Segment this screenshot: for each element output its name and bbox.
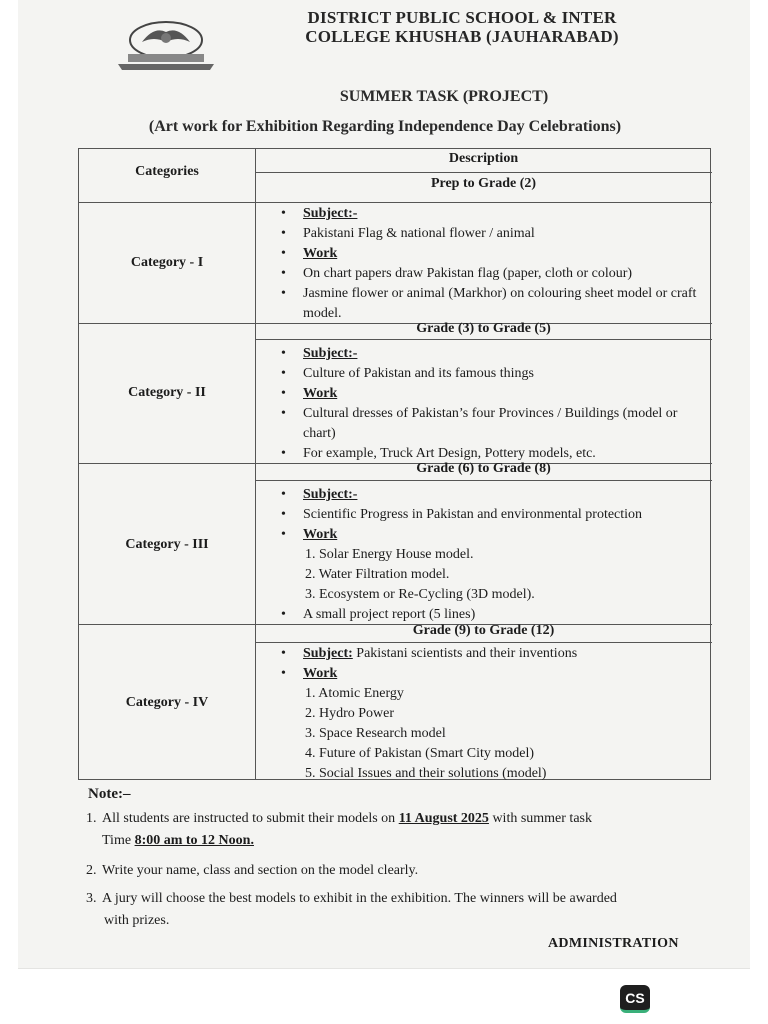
table-divider — [255, 339, 712, 340]
list-item: • Work — [277, 244, 709, 264]
list-item: • Subject: Pakistani scientists and their inventions — [277, 644, 709, 664]
table-divider — [255, 642, 712, 643]
categories-table — [78, 148, 711, 780]
list-item: • Scientific Progress in Pakistan and environmental protection — [277, 505, 709, 525]
category-items — [277, 644, 709, 784]
category-items — [277, 485, 709, 625]
list-item: • Pakistani Flag & national flower / animal — [277, 224, 709, 244]
grade-range: Prep to Grade (2) — [430, 176, 537, 191]
page-title: SUMMER TASK (PROJECT) — [339, 88, 549, 105]
grade-range: Grade (9) to Grade (12) — [412, 623, 555, 638]
list-item: 2. Hydro Power — [305, 706, 395, 721]
notes-heading: Note:– — [88, 786, 131, 802]
list-item: • A small project report (5 lines) — [277, 605, 709, 625]
table-divider — [255, 480, 712, 481]
list-item: 1. Solar Energy House model. — [305, 547, 474, 562]
list-item: • Cultural dresses of Pakistan’s four Provinces / Buildings (model or chart) — [277, 404, 709, 444]
list-item: • Work — [277, 525, 709, 545]
list-item: 4. Future of Pakistan (Smart City model) — [305, 746, 535, 761]
list-item: 3. Space Research model — [305, 726, 446, 741]
category-items — [277, 204, 709, 324]
list-item: • On chart papers draw Pakistan flag (paper, cloth or colour) — [277, 264, 709, 284]
table-divider — [255, 172, 712, 173]
signature-administration: ADMINISTRATION — [548, 936, 679, 951]
camscanner-icon: CS — [620, 985, 650, 1013]
list-item: • Work — [277, 384, 709, 404]
list-item: 2. Water Filtration model. — [305, 567, 450, 582]
category-label: Category - IV — [125, 695, 209, 710]
list-item: • Culture of Pakistan and its famous things — [277, 364, 709, 384]
column-header-categories: Categories — [135, 164, 199, 179]
table-divider — [79, 202, 712, 203]
list-item: 3. Ecosystem or Re-Cycling (3D model). — [305, 587, 535, 602]
column-header-description: Description — [448, 151, 519, 166]
grade-range: Grade (3) to Grade (5) — [416, 321, 551, 336]
note-item: 2. Write your name, class and section on the model clearly. — [86, 863, 419, 878]
list-item: • Work — [277, 664, 709, 684]
school-name-line2: COLLEGE KHUSHAB (JAUHARABAD) — [305, 27, 619, 46]
school-name-line1: DISTRICT PUBLIC SCHOOL & INTER — [307, 8, 617, 27]
note-item: 1. All students are instructed to submit their models on 11 August 2025 with summer task Time 8:00 am to 12 Noon. — [86, 811, 592, 848]
category-label: Category - II — [128, 385, 206, 400]
school-name — [262, 8, 662, 46]
category-label: Category - III — [125, 537, 209, 552]
list-item: • For example, Truck Art Design, Pottery models, etc. — [277, 444, 709, 464]
list-item: • Subject:- — [277, 344, 709, 364]
page-subtitle: (Art work for Exhibition Regarding Independence Day Celebrations) — [148, 118, 622, 135]
grade-range: Grade (6) to Grade (8) — [416, 461, 551, 476]
submission-time: 8:00 am to 12 Noon. — [134, 833, 254, 848]
list-item: • Jasmine flower or animal (Markhor) on colouring sheet model or craft model. — [277, 284, 709, 324]
list-item: 5. Social Issues and their solutions (model) — [305, 766, 547, 781]
note-item: 3. A jury will choose the best models to exhibit in the exhibition. The winners will be awarded with prizes. — [86, 891, 617, 928]
list-item: • Subject:- — [277, 485, 709, 505]
list-item: • Subject:- — [277, 204, 709, 224]
school-logo — [114, 18, 218, 74]
list-item: 1. Atomic Energy — [305, 686, 404, 701]
category-items — [277, 344, 709, 464]
category-label: Category - I — [130, 255, 204, 270]
submission-date: 11 August 2025 — [398, 811, 489, 826]
